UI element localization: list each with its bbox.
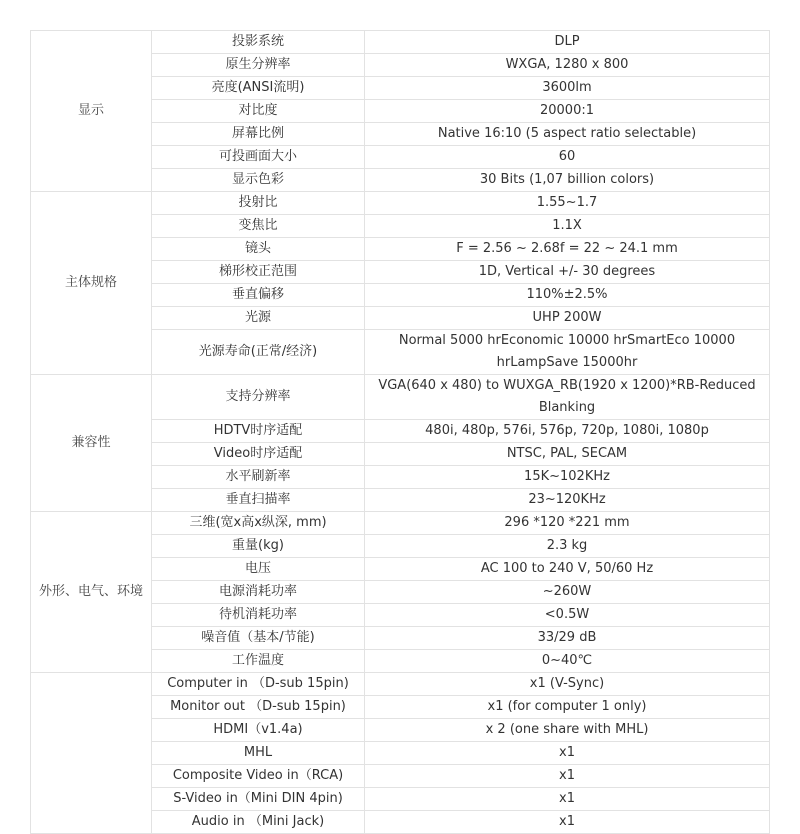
spec-row [31, 673, 770, 696]
spec-table [30, 30, 770, 834]
spec-label: 重量(kg) [152, 535, 365, 558]
spec-value: VGA(640 x 480) to WUXGA_RB(1920 x 1200)*RB-Reduced Blanking [365, 375, 770, 420]
spec-label: 对比度 [152, 100, 365, 123]
spec-value: NTSC, PAL, SECAM [365, 443, 770, 466]
spec-value: 1.55~1.7 [365, 192, 770, 215]
spec-label: MHL [152, 742, 365, 765]
spec-value: 23~120KHz [365, 489, 770, 512]
spec-label: 三维(宽x高x纵深, mm) [152, 512, 365, 535]
spec-value: 1D, Vertical +/- 30 degrees [365, 261, 770, 284]
spec-row [31, 375, 770, 420]
spec-label: 光源寿命(正常/经济) [152, 330, 365, 375]
category-cell: 兼容性 [31, 375, 152, 512]
spec-label: 可投画面大小 [152, 146, 365, 169]
spec-label: Monitor out （D-sub 15pin) [152, 696, 365, 719]
spec-label: 垂直扫描率 [152, 489, 365, 512]
spec-label: 投射比 [152, 192, 365, 215]
spec-value: 0~40℃ [365, 650, 770, 673]
spec-table-body [31, 31, 770, 834]
spec-value: x 2 (one share with MHL) [365, 719, 770, 742]
spec-label: 显示色彩 [152, 169, 365, 192]
spec-label: 支持分辨率 [152, 375, 365, 420]
spec-label: Composite Video in（RCA) [152, 765, 365, 788]
spec-label: 镜头 [152, 238, 365, 261]
spec-value: 3600lm [365, 77, 770, 100]
spec-label: 工作温度 [152, 650, 365, 673]
spec-label: 光源 [152, 307, 365, 330]
category-cell: 主体规格 [31, 192, 152, 375]
spec-label: 水平刷新率 [152, 466, 365, 489]
spec-value: 60 [365, 146, 770, 169]
spec-label: 电压 [152, 558, 365, 581]
spec-label: 垂直偏移 [152, 284, 365, 307]
spec-value: Normal 5000 hrEconomic 10000 hrSmartEco 10000 hrLampSave 15000hr [365, 330, 770, 375]
spec-value: 30 Bits (1,07 billion colors) [365, 169, 770, 192]
spec-value: 33/29 dB [365, 627, 770, 650]
spec-value: AC 100 to 240 V, 50/60 Hz [365, 558, 770, 581]
spec-value: 2.3 kg [365, 535, 770, 558]
spec-value: x1 [365, 811, 770, 834]
spec-label: S-Video in（Mini DIN 4pin) [152, 788, 365, 811]
spec-value: x1 (V-Sync) [365, 673, 770, 696]
spec-value: 480i, 480p, 576i, 576p, 720p, 1080i, 1080p [365, 420, 770, 443]
spec-value: 296 *120 *221 mm [365, 512, 770, 535]
spec-value: 110%±2.5% [365, 284, 770, 307]
spec-label: 亮度(ANSI流明) [152, 77, 365, 100]
spec-label: 电源消耗功率 [152, 581, 365, 604]
spec-label: 原生分辨率 [152, 54, 365, 77]
spec-value: Native 16:10 (5 aspect ratio selectable) [365, 123, 770, 146]
spec-value: UHP 200W [365, 307, 770, 330]
spec-row [31, 192, 770, 215]
spec-label: 噪音值（基本/节能) [152, 627, 365, 650]
spec-label: 待机消耗功率 [152, 604, 365, 627]
spec-value: WXGA, 1280 x 800 [365, 54, 770, 77]
spec-label: 变焦比 [152, 215, 365, 238]
category-cell [31, 673, 152, 834]
category-cell: 显示 [31, 31, 152, 192]
spec-row [31, 512, 770, 535]
spec-value: x1 (for computer 1 only) [365, 696, 770, 719]
spec-row [31, 31, 770, 54]
spec-value: x1 [365, 742, 770, 765]
spec-value: x1 [365, 765, 770, 788]
spec-value: x1 [365, 788, 770, 811]
spec-value: 1.1X [365, 215, 770, 238]
category-cell: 外形、电气、环境 [31, 512, 152, 673]
spec-label: Audio in （Mini Jack) [152, 811, 365, 834]
spec-label: 屏幕比例 [152, 123, 365, 146]
spec-label: 投影系统 [152, 31, 365, 54]
spec-value: 20000:1 [365, 100, 770, 123]
spec-value: <0.5W [365, 604, 770, 627]
spec-label: Video时序适配 [152, 443, 365, 466]
spec-label: Computer in （D-sub 15pin) [152, 673, 365, 696]
spec-value: 15K~102KHz [365, 466, 770, 489]
spec-value: DLP [365, 31, 770, 54]
spec-value: ~260W [365, 581, 770, 604]
spec-label: HDMI（v1.4a) [152, 719, 365, 742]
spec-label: HDTV时序适配 [152, 420, 365, 443]
spec-label: 梯形校正范围 [152, 261, 365, 284]
spec-value: F = 2.56 ~ 2.68f = 22 ~ 24.1 mm [365, 238, 770, 261]
